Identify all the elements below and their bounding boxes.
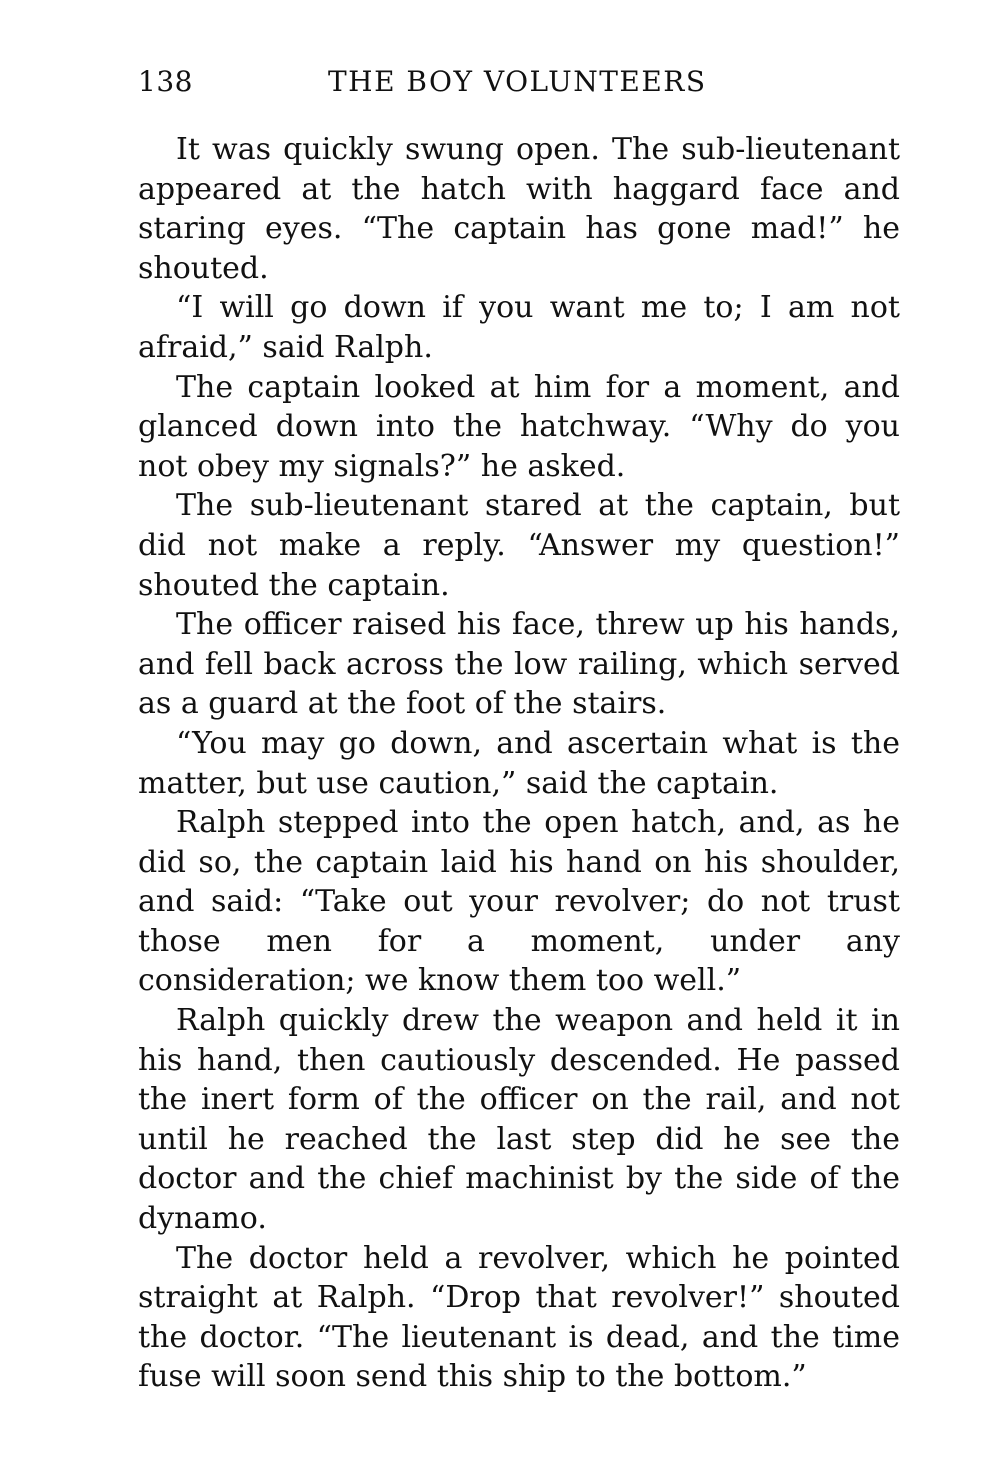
body-text [138, 130, 900, 1397]
paragraph: “I will go down if you want me to; I am not afraid,” said Ralph. [138, 290, 900, 365]
paragraph: Ralph stepped into the open hatch, and, as he did so, the captain laid his hand on his shoulder, and said: “Take out your revolver; do not trust those men for a moment, under any consideration; we know them too well.” [138, 805, 900, 999]
page-number: 138 [138, 65, 193, 98]
page-header [138, 62, 900, 102]
paragraph: The officer raised his face, threw up his hands, and fell back across the low railing, which served as a guard at the foot of the stairs. [138, 607, 900, 722]
paragraph: “You may go down, and ascertain what is the matter, but use caution,” said the captain. [138, 725, 900, 801]
paragraph: It was quickly swung open. The sub-lieutenant appeared at the hatch with haggard face and staring eyes. “The captain has gone mad!” he shouted. [138, 132, 900, 286]
running-head: THE BOY VOLUNTEERS [328, 65, 707, 98]
paragraph: The doctor held a revolver, which he pointed straight at Ralph. “Drop that revolver!” shouted the doctor. “The lieutenant is dead, and the time fuse will soon send this ship to the bottom.” [138, 1240, 900, 1395]
paragraph: Ralph quickly drew the weapon and held it in his hand, then cautiously descended. He passed the inert form of the officer on the rail, and not until he reached the last step did he see the doctor and the chief machinist by the side of the dynamo. [138, 1003, 900, 1237]
paragraph: The sub-lieutenant stared at the captain, but did not make a reply. “Answer my question!” shouted the captain. [138, 488, 900, 603]
paragraph: The captain looked at him for a moment, and glanced down into the hatchway. “Why do you not obey my signals?” he asked. [138, 369, 900, 484]
